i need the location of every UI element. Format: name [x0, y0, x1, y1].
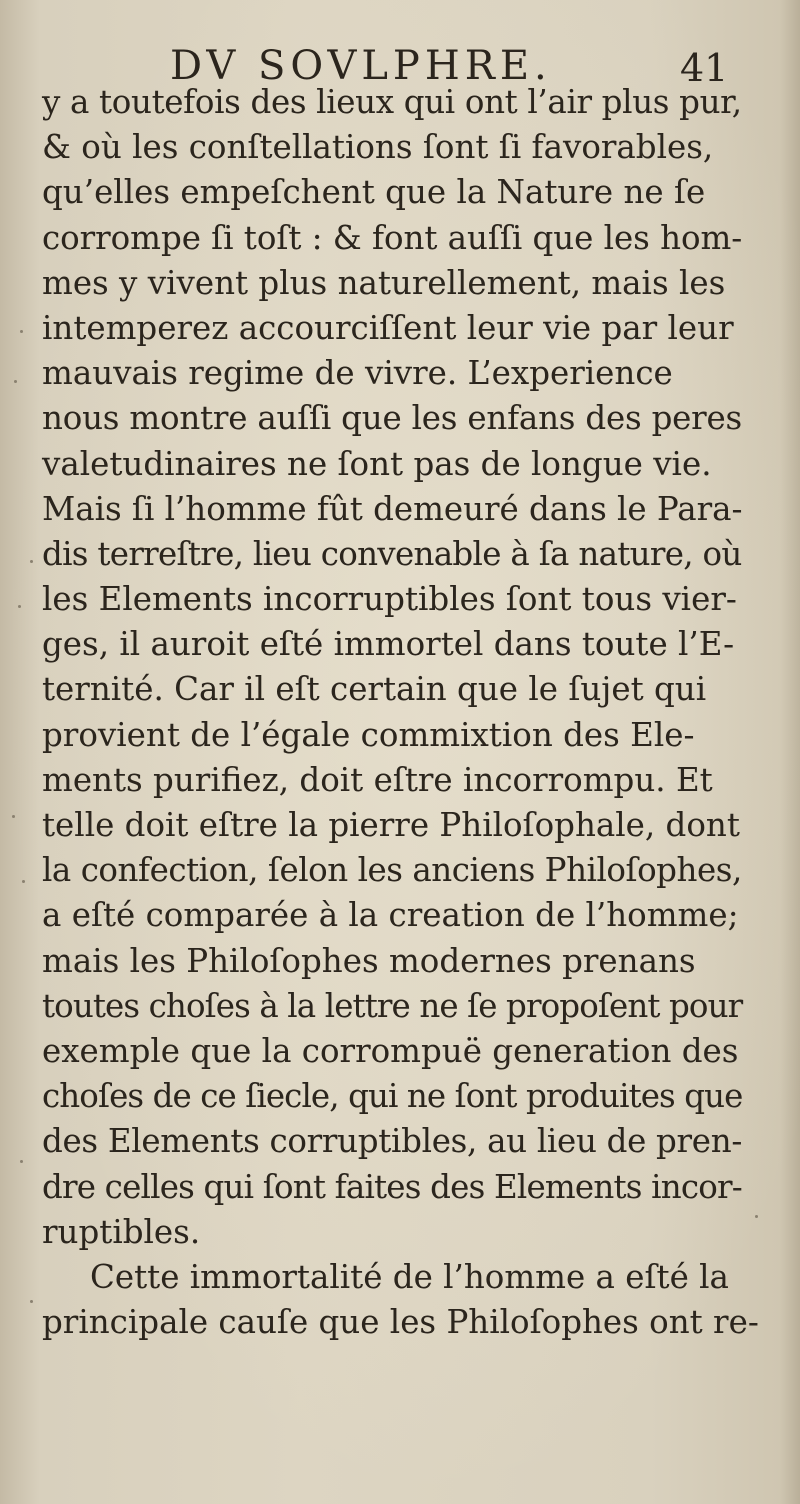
- text-line: ments purifiez, doit eſtre incorrompu. Et: [42, 760, 713, 799]
- text-line: valetudinaires ne ſont pas de longue vie.: [42, 444, 712, 483]
- text-line: mais les Philoſophes modernes prenans: [42, 941, 696, 980]
- text-line: a eſté comparée à la creation de l’homme;: [42, 896, 739, 935]
- text-line: ges, il auroit eſté immortel dans toute l’E-: [42, 625, 735, 664]
- text-line: nous montre auſſi que les enfans des peres: [42, 399, 742, 438]
- text-line: dre celles qui ſont faites des Elements incor-: [42, 1167, 742, 1206]
- text-line: des Elements corruptibles, au lieu de pren-: [42, 1122, 743, 1161]
- text-line: toutes choſes à la lettre ne ſe propoſent pour: [42, 986, 743, 1025]
- text-line: les Elements incorruptibles ſont tous vier-: [42, 580, 737, 619]
- text-line: choſes de ce ſiecle, qui ne ſont produites que: [42, 1077, 743, 1116]
- text-line: principale cauſe que les Philoſophes ont re-: [42, 1303, 759, 1342]
- text-line: ternité. Car il eſt certain que le ſujet qui: [42, 670, 707, 709]
- text-line: mes y vivent plus naturellement, mais les: [42, 263, 726, 302]
- text-line: corrompe ſi toſt : & font auſſi que les hom-: [42, 218, 743, 257]
- body-text: [42, 80, 759, 1345]
- text-line: ruptibles.: [42, 1212, 201, 1251]
- text-line: qu’elles empeſchent que la Nature ne ſe: [42, 173, 706, 212]
- text-line: telle doit eſtre la pierre Philoſophale, dont: [42, 806, 740, 844]
- running-title: DV SOVLPHRE.: [170, 43, 552, 89]
- text-line: intemperez accourciſſent leur vie par leur: [42, 308, 734, 347]
- text-line: provient de l’égale commixtion des Ele-: [42, 715, 695, 754]
- text-line: Cette immortalité de l’homme a eſté la: [90, 1257, 729, 1296]
- text-line: dis terreſtre, lieu convenable à ſa nature, où: [42, 534, 742, 573]
- text-line: & où les conſtellations ſont ſi favorables,: [42, 128, 714, 167]
- text-line: mauvais regime de vivre. L’experience: [42, 354, 673, 393]
- text-line: y a toutefois des lieux qui ont l’air plus pur,: [42, 83, 742, 121]
- text-line: exemple que la corrompuë generation des: [42, 1031, 739, 1070]
- text-line: Mais ſi l’homme fût demeuré dans le Para-: [42, 489, 743, 528]
- page-number: 41: [680, 46, 729, 90]
- text-line: la confection, ſelon les anciens Philoſophes,: [42, 851, 742, 890]
